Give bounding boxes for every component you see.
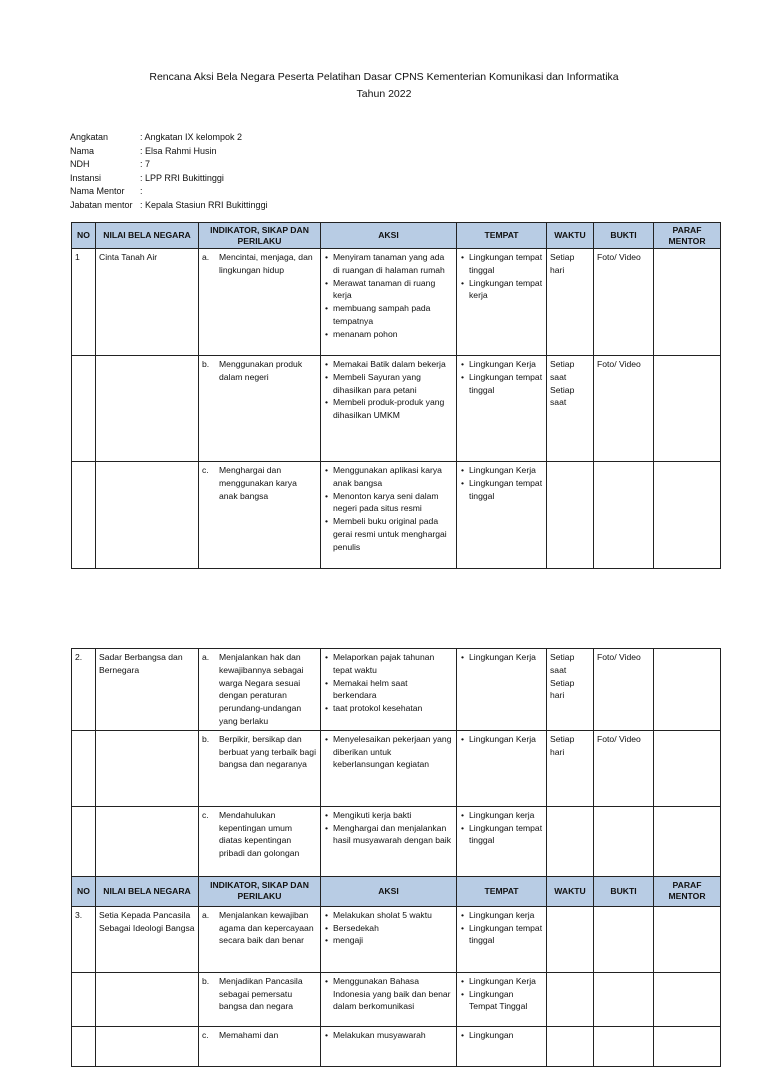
indikator-letter: c. xyxy=(202,465,209,475)
aksi-cell xyxy=(321,730,457,806)
nilai-cell xyxy=(96,806,199,876)
nilai-cell: Setia Kepada Pancasila Sebagai Ideologi Bangsa xyxy=(96,906,199,972)
waktu-cell: Setiap hari xyxy=(547,249,594,356)
table-row xyxy=(72,906,721,972)
tempat-item: • Lingkungan tempat kerja xyxy=(460,277,543,303)
aksi-item: • Melakukan sholat 5 waktu xyxy=(324,909,453,922)
indikator-letter: a. xyxy=(202,909,210,920)
document-title: Rencana Aksi Bela Negara Peserta Pelatihan Dasar CPNS Kementerian Komunikasi dan Informatika xyxy=(149,71,619,83)
aksi-item: • mengaji xyxy=(324,934,453,947)
info-label: Nama xyxy=(70,145,95,156)
info-label: Instansi xyxy=(70,172,102,183)
tempat-item: • Lingkungan tempat tinggal xyxy=(460,822,543,848)
indikator-text: Mendahulukan kepentingan umum diatas kepentingan pribadi dan golongan xyxy=(219,809,300,859)
info-value: : LPP RRI Bukittinggi xyxy=(140,172,224,183)
info-label: Nama Mentor xyxy=(70,186,125,196)
header-tempat: TEMPAT xyxy=(457,876,547,906)
indikator-text: Menggunakan produk dalam negeri xyxy=(219,359,303,382)
indikator-letter: a. xyxy=(202,652,210,662)
bukti-cell xyxy=(594,972,654,1026)
header-nilai: NILAI BELA NEGARA xyxy=(96,223,199,249)
tempat-cell xyxy=(457,806,547,876)
info-row xyxy=(70,199,268,213)
header-tempat: TEMPAT xyxy=(457,223,547,249)
aksi-item: • Memakai Batik dalam bekerja xyxy=(324,358,453,371)
paraf-cell xyxy=(654,972,721,1026)
info-value: : Elsa Rahmi Husin xyxy=(140,145,217,156)
header-no: NO xyxy=(72,876,96,906)
aksi-item: • Membeli Sayuran yang dihasilkan para petani xyxy=(324,371,453,397)
nilai-cell xyxy=(96,730,199,806)
tempat-item: • Lingkungan Tempat Tinggal xyxy=(460,988,543,1014)
info-row xyxy=(70,158,268,172)
waktu-cell xyxy=(547,1026,594,1066)
header-aksi: AKSI xyxy=(321,223,457,249)
aksi-item: • menanam pohon xyxy=(324,328,453,341)
tempat-cell xyxy=(457,356,547,462)
indikator-cell xyxy=(199,356,321,462)
header-indikator: INDIKATOR, SIKAP DAN PERILAKU xyxy=(199,876,321,906)
aksi-cell xyxy=(321,1026,457,1066)
action-plan-table-2 xyxy=(71,648,721,1067)
nilai-cell xyxy=(96,972,199,1026)
nilai-cell xyxy=(96,462,199,569)
info-label: NDH xyxy=(70,159,90,169)
aksi-cell xyxy=(321,462,457,569)
waktu-cell: Setiap hari xyxy=(547,730,594,806)
indikator-cell xyxy=(199,249,321,356)
aksi-item: • Menggunakan aplikasi karya anak bangsa xyxy=(324,464,453,490)
indikator-text: Menjadikan Pancasila sebagai pemersatu bangsa dan negara xyxy=(219,975,303,1012)
aksi-cell xyxy=(321,249,457,356)
bukti-cell xyxy=(594,1026,654,1066)
header-aksi: AKSI xyxy=(321,876,457,906)
table-row xyxy=(72,730,721,806)
table-row xyxy=(72,462,721,569)
aksi-item: • Mengikuti kerja bakti xyxy=(324,809,453,822)
info-row xyxy=(70,131,268,145)
info-value: : Kepala Stasiun RRI Bukittinggi xyxy=(140,199,268,210)
indikator-text: Menjalankan kewajiban agama dan kepercayaan secara baik dan benar xyxy=(219,909,314,946)
aksi-item: • Memakai helm saat berkendara xyxy=(324,677,453,703)
paraf-cell xyxy=(654,730,721,806)
table-row xyxy=(72,1026,721,1066)
header-waktu: WAKTU xyxy=(547,223,594,249)
indikator-cell xyxy=(199,1026,321,1066)
paraf-cell xyxy=(654,1026,721,1066)
table-row xyxy=(72,649,721,731)
info-value: : Angkatan IX kelompok 2 xyxy=(140,132,243,142)
tempat-item: • Lingkungan kerja xyxy=(460,909,543,922)
aksi-cell xyxy=(321,906,457,972)
row-number xyxy=(72,356,96,462)
header-paraf: PARAF MENTOR xyxy=(654,876,721,906)
header-waktu: WAKTU xyxy=(547,876,594,906)
row-number: 2. xyxy=(72,649,96,731)
table-row xyxy=(72,806,721,876)
tempat-item: • Lingkungan tempat tinggal xyxy=(460,251,543,277)
waktu-cell xyxy=(547,972,594,1026)
tempat-cell xyxy=(457,249,547,356)
document-year: Tahun 2022 xyxy=(356,88,412,100)
indikator-cell xyxy=(199,462,321,569)
indikator-cell xyxy=(199,972,321,1026)
aksi-item: • Melakukan musyawarah xyxy=(324,1029,453,1042)
row-number xyxy=(72,462,96,569)
indikator-text: Menjalankan hak dan kewajibannya sebagai warga Negara sesuai dengan peraturan perundang-undangan yang berlaku xyxy=(219,652,304,726)
info-row xyxy=(70,172,268,186)
tempat-cell xyxy=(457,462,547,569)
row-number xyxy=(72,972,96,1026)
header-row xyxy=(72,223,721,249)
bukti-cell: Foto/ Video xyxy=(594,649,654,731)
nilai-cell xyxy=(96,1026,199,1066)
waktu-cell xyxy=(547,806,594,876)
aksi-cell xyxy=(321,356,457,462)
tempat-cell xyxy=(457,730,547,806)
table-row xyxy=(72,356,721,462)
row-number xyxy=(72,730,96,806)
aksi-item: • Menyiram tanaman yang ada di ruangan di halaman rumah xyxy=(324,251,453,277)
paraf-cell xyxy=(654,356,721,462)
indikator-letter: b. xyxy=(202,975,210,986)
aksi-item: • Menghargai dan menjalankan hasil musyawarah dengan baik xyxy=(324,822,453,848)
paraf-cell xyxy=(654,462,721,569)
paraf-cell xyxy=(654,906,721,972)
row-number: 3. xyxy=(72,906,96,972)
indikator-text: Berpikir, bersikap dan berbuat yang terbaik bagi bangsa dan negaranya xyxy=(219,733,316,770)
info-value: : xyxy=(140,186,143,196)
aksi-item: • Menyelesaikan pekerjaan yang diberikan untuk keberlansungan kegiatan xyxy=(324,733,453,771)
tempat-item: • Lingkungan xyxy=(460,1029,543,1042)
info-label: Jabatan mentor xyxy=(70,199,133,210)
indikator-letter: c. xyxy=(202,1029,209,1040)
aksi-item: • Menggunakan Bahasa Indonesia yang baik dan benar dalam berkomunikasi xyxy=(324,975,453,1013)
tempat-cell xyxy=(457,649,547,731)
indikator-cell xyxy=(199,806,321,876)
info-row xyxy=(70,145,268,159)
nilai-cell: Sadar Berbangsa dan Bernegara xyxy=(96,649,199,731)
header-nilai: NILAI BELA NEGARA xyxy=(96,876,199,906)
indikator-text: Menghargai dan menggunakan karya anak bangsa xyxy=(219,465,297,501)
paraf-cell xyxy=(654,806,721,876)
waktu-cell xyxy=(547,462,594,569)
info-label: Angkatan xyxy=(70,132,109,142)
tempat-item: • Lingkungan Kerja xyxy=(460,651,543,664)
header-row xyxy=(72,876,721,906)
aksi-item: • Merawat tanaman di ruang kerja xyxy=(324,277,453,303)
aksi-item: • Membeli buku original pada gerai resmi untuk menghargai penulis xyxy=(324,515,453,553)
header-bukti: BUKTI xyxy=(594,876,654,906)
nilai-cell: Cinta Tanah Air xyxy=(96,249,199,356)
tempat-item: • Lingkungan tempat tinggal xyxy=(460,922,543,948)
bukti-cell: Foto/ Video xyxy=(594,730,654,806)
bukti-cell: Foto/ Video xyxy=(594,356,654,462)
indikator-text: Memahami dan xyxy=(219,1029,279,1040)
tempat-item: • Lingkungan Kerja xyxy=(460,733,543,746)
aksi-item: • membuang sampah pada tempatnya xyxy=(324,302,453,328)
indikator-text: Mencintai, menjaga, dan lingkungan hidup xyxy=(219,252,313,275)
table-row xyxy=(72,972,721,1026)
tempat-item: • Lingkungan tempat tinggal xyxy=(460,477,543,503)
header-bukti: BUKTI xyxy=(594,223,654,249)
bukti-cell xyxy=(594,462,654,569)
row-number xyxy=(72,806,96,876)
paraf-cell xyxy=(654,649,721,731)
header-indikator: INDIKATOR, SIKAP DAN PERILAKU xyxy=(199,223,321,249)
aksi-cell xyxy=(321,649,457,731)
row-number xyxy=(72,1026,96,1066)
aksi-item: • Membeli produk-produk yang dihasilkan UMKM xyxy=(324,396,453,422)
aksi-item: • Menonton karya seni dalam negeri pada situs resmi xyxy=(324,490,453,516)
indikator-cell xyxy=(199,906,321,972)
aksi-item: • taat protokol kesehatan xyxy=(324,702,453,715)
info-value: : 7 xyxy=(140,159,151,169)
aksi-cell xyxy=(321,806,457,876)
indikator-letter: c. xyxy=(202,809,209,820)
aksi-item: • Bersedekah xyxy=(324,922,453,935)
tempat-item: • Lingkungan Kerja xyxy=(460,358,543,371)
waktu-cell: Setiap saat Setiap saat xyxy=(547,356,594,462)
indikator-cell xyxy=(199,730,321,806)
bukti-cell xyxy=(594,806,654,876)
indikator-letter: b. xyxy=(202,359,210,369)
participant-info xyxy=(70,131,268,212)
paraf-cell xyxy=(654,249,721,356)
tempat-cell xyxy=(457,906,547,972)
tempat-cell xyxy=(457,972,547,1026)
bukti-cell: Foto/ Video xyxy=(594,249,654,356)
waktu-cell xyxy=(547,906,594,972)
tempat-item: • Lingkungan Kerja xyxy=(460,975,543,988)
tempat-item: • Lingkungan tempat tinggal xyxy=(460,371,543,397)
header-paraf: PARAF MENTOR xyxy=(654,223,721,249)
header-no: NO xyxy=(72,223,96,249)
bukti-cell xyxy=(594,906,654,972)
tempat-cell xyxy=(457,1026,547,1066)
waktu-cell: Setiap saat Setiap hari xyxy=(547,649,594,731)
tempat-item: • Lingkungan kerja xyxy=(460,809,543,822)
indikator-cell xyxy=(199,649,321,731)
indikator-letter: b. xyxy=(202,733,210,744)
row-number: 1 xyxy=(72,249,96,356)
aksi-item: • Melaporkan pajak tahunan tepat waktu xyxy=(324,651,453,677)
aksi-cell xyxy=(321,972,457,1026)
nilai-cell xyxy=(96,356,199,462)
action-plan-table-1 xyxy=(71,222,721,569)
info-row xyxy=(70,185,268,199)
tempat-item: • Lingkungan Kerja xyxy=(460,464,543,477)
indikator-letter: a. xyxy=(202,252,210,262)
table-row xyxy=(72,249,721,356)
